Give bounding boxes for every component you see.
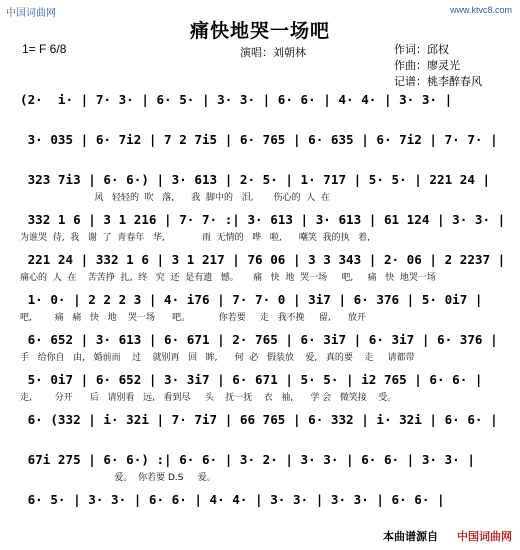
key-signature: 1= F 6/8 [22, 42, 67, 56]
song-title: 痛快地哭一场吧 [189, 20, 330, 42]
footer-source-label: 本曲谱源自 [383, 530, 438, 543]
score-lyrics-line: 风 轻轻的 吹 落, 我 脚中的 泪, 伤心的 人 在 [20, 193, 330, 203]
footer-site-name: 中国词曲网 [457, 530, 512, 543]
score-lyrics-line: 走, 分开 后 请别看 远, 看到尽 头 抚一抚 衣 袖, 学 会 微笑接 受。 [20, 393, 397, 403]
score-notes-line: 5· 0i7 | 6· 652 | 3· 3i7 | 6· 671 | 5· 5· | i2 765 | 6· 6· | [20, 372, 483, 387]
score-notes-line: 3· 035 | 6· 7i2 | 7 2 7i5 | 6· 765 | 6· 635 | 6· 7i2 | 7· 7· | [20, 132, 498, 147]
score-lyrics-line: 为谁哭 待, 我 谢 了 青春年 华, 雨 无情的 哗 啦, 嘲笑 我的执 着, [20, 233, 371, 243]
score-notes-line: (2· i· | 7· 3· | 6· 5· | 3· 3· | 6· 6· | 4· 4· | 3· 3· | [20, 92, 453, 107]
score-notes-line: 323 7i3 | 6· 6·) | 3· 613 | 2· 5· | 1· 717 | 5· 5· | 221 24 | [20, 172, 491, 187]
score-notes-line: 67i 275 | 6· 6·) :| 6· 6· | 3· 2· | 3· 3· | 6· 6· | 3· 3· | [20, 452, 475, 467]
score-lyrics-line: 手 给你自 由, 婚前而 过 就别再 回 眸, 何 必 假装放 爱, 真的要 走 请都带 [20, 353, 415, 363]
score-notes-line: 1· 0· | 2 2 2 3 | 4· i76 | 7· 7· 0 | 3i7 | 6· 376 | 5· 0i7 | [20, 292, 483, 307]
score-lyrics-line: 爱。 你若要 D.S 爱。 [20, 473, 216, 483]
credits-block [394, 42, 482, 90]
watermark-site-name: 中国词曲网 [6, 8, 56, 19]
score-lyrics-line: 痛心的 人 在 苦苦挣 扎, 终 究 还 是有遗 憾。 痛 快 地 哭一场 吧, 痛 快 地哭一场 [20, 273, 436, 283]
score-notes-line: 6· 652 | 3· 613 | 6· 671 | 2· 765 | 6· 3i7 | 6· 3i7 | 6· 376 | [20, 332, 498, 347]
transcriber-credit: 记谱：桃李醉春风 [394, 75, 482, 88]
singer-credit: 演唱：刘朝林 [240, 46, 306, 59]
score-notes-line: 6· (332 | i· 32i | 7· 7i7 | 66 765 | 6· 332 | i· 32i | 6· 6· | [20, 412, 498, 427]
score-notes-line: 6· 5· | 3· 3· | 6· 6· | 4· 4· | 3· 3· | 3· 3· | 6· 6· | [20, 492, 445, 507]
lyricist-credit: 作词：邱权 [394, 43, 449, 56]
composer-credit: 作曲：廖灵光 [394, 59, 460, 72]
score-notes-line: 221 24 | 332 1 6 | 3 1 217 | 76 06 | 3 3 343 | 2· 06 | 2 2237 | [20, 252, 506, 267]
score-lyrics-line: 吧, 痛 痛 快 地 哭一场 吧。 你若要 走 我不挽 留, 放开 [20, 313, 366, 323]
score-notes-line: 332 1 6 | 3 1 216 | 7· 7· :| 3· 613 | 3· 613 | 61 124 | 3· 3· | [20, 212, 506, 227]
watermark-url: www.ktvc8.com [449, 5, 512, 15]
